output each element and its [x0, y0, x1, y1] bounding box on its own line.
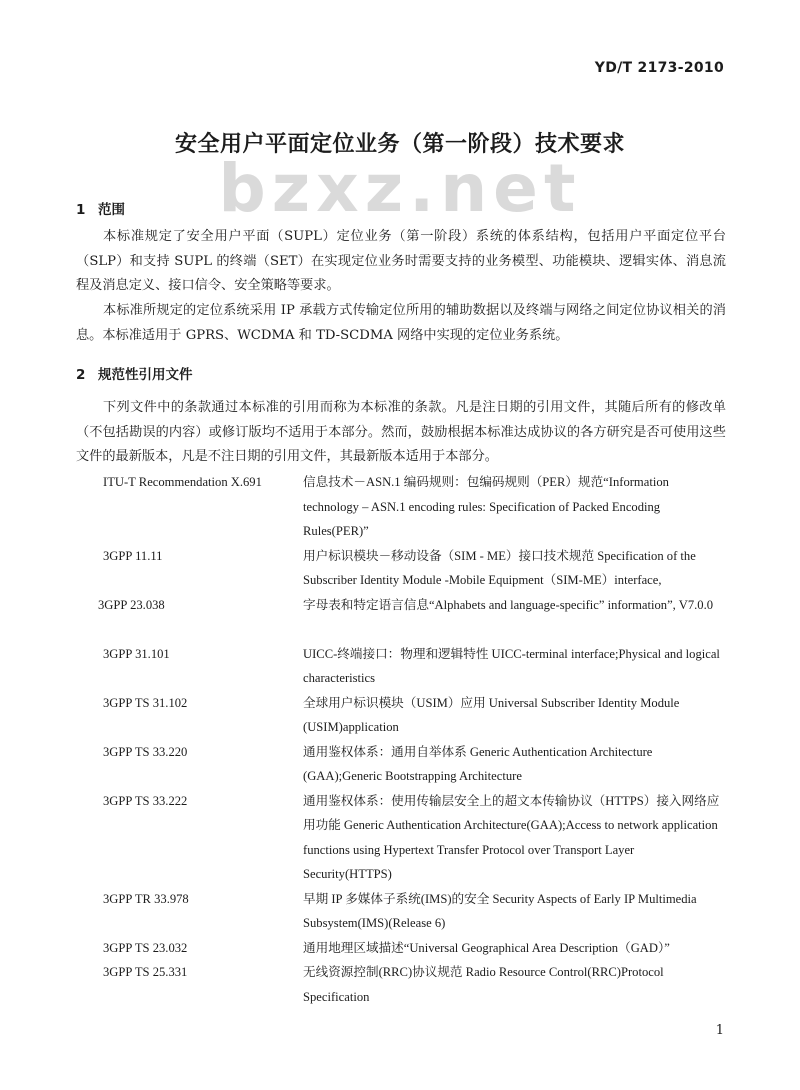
reference-id: 3GPP TR 33.978 — [103, 891, 189, 906]
reference-id: 3GPP TS 31.102 — [103, 695, 188, 710]
reference-title: 早期 IP 多媒体子系统(IMS)的安全 Security Aspects of Early IP Multimedia Subsystem(IMS)(Release 6) — [303, 891, 697, 930]
references-intro-paragraph: 下列文件中的条款通过本标准的引用而称为本标准的条款。凡是注日期的引用文件，其随后所有的修改单（不包括勘误的内容）或修订版均不适用于本部分。然而，鼓励根据本标准达成协议的各方研究是否可使用这些文件的最新版本，凡是不注日期的引用文件，其最新版本适用于本部分。 — [76, 400, 726, 464]
reference-title: 信息技术－ASN.1 编码规则：包编码规则（PER）规范“Information technology – ASN.1 encoding rules: Specification of Packed Encoding Rules(PER)” — [303, 475, 669, 538]
section-heading-normative-references — [76, 363, 193, 383]
watermark: bzxz.net — [218, 150, 582, 227]
reference-title: 通用鉴权体系：通用自举体系 Generic Authentication Architecture (GAA);Generic Bootstrapping Architecture — [303, 744, 653, 783]
scope-paragraph-1: 本标准规定了安全用户平面（SUPL）定位业务（第一阶段）系统的体系结构，包括用户平面定位平台（SLP）和支持 SUPL 的终端（SET）在实现定位业务时需要支持的业务模型、功能模块、逻辑实体、消息流程及消息定义、接口信令、安全策略等要求。 — [76, 229, 726, 293]
section-title: 规范性引用文件 — [98, 367, 193, 383]
reference-title: 全球用户标识模块（USIM）应用 Universal Subscriber Identity Module (USIM)application — [303, 695, 680, 734]
section-title: 范围 — [98, 202, 125, 218]
document-title: 安全用户平面定位业务（第一阶段）技术要求 — [174, 132, 625, 157]
reference-item — [0, 789, 800, 887]
reference-item — [0, 470, 800, 544]
reference-item — [0, 936, 800, 961]
reference-item — [0, 642, 800, 691]
reference-title: UICC-终端接口：物理和逻辑特性 UICC-terminal interface;Physical and logical characteristics — [303, 646, 720, 685]
section-number: 1 — [76, 202, 86, 218]
reference-id: ITU-T Recommendation X.691 — [103, 475, 262, 489]
reference-title: 通用鉴权体系：使用传输层安全上的超文本传输协议（HTTPS）接入网络应用功能 Generic Authentication Architecture(GAA);Access to network application functions using Hypertext Transfer Protocol over Transport Layer Security(HTTPS) — [303, 793, 720, 881]
reference-id: 3GPP TS 33.222 — [103, 793, 188, 808]
reference-item — [0, 691, 800, 740]
reference-title: 用户标识模块－移动设备（SIM - ME）接口技术规范 Specification of the Subscriber Identity Module -Mobile Equipment（SIM-ME）interface, — [303, 548, 696, 587]
section-heading-scope — [76, 198, 125, 218]
reference-id: 3GPP 31.101 — [103, 646, 170, 661]
reference-item — [0, 740, 800, 789]
reference-title: 字母表和特定语言信息“Alphabets and language-specific” information”, V7.0.0 — [303, 597, 714, 612]
reference-title: 通用地理区域描述“Universal Geographical Area Description（GAD）” — [303, 940, 670, 955]
reference-title: 无线资源控制(RRC)协议规范 Radio Resource Control(RRC)Protocol Specification — [303, 965, 664, 1004]
reference-id: 3GPP 23.038 — [98, 597, 165, 612]
reference-id: 3GPP TS 23.032 — [103, 940, 188, 955]
page-number: 1 — [715, 1023, 724, 1038]
reference-id: 3GPP TS 33.220 — [103, 744, 188, 759]
scope-paragraph-2: 本标准所规定的定位系统采用 IP 承载方式传输定位所用的辅助数据以及终端与网络之间定位协议相关的消息。本标准适用于 GPRS、WCDMA 和 TD-SCDMA 网络中实现的定位业务系统。 — [76, 303, 726, 343]
reference-item — [0, 960, 800, 1009]
reference-list — [0, 470, 800, 1009]
section-number: 2 — [76, 367, 86, 383]
reference-item — [0, 544, 800, 593]
standard-code: YD/T 2173-2010 — [594, 60, 724, 76]
reference-item — [0, 887, 800, 936]
reference-id: 3GPP 11.11 — [103, 548, 163, 563]
reference-id: 3GPP TS 25.331 — [103, 965, 188, 979]
reference-item — [0, 593, 800, 642]
